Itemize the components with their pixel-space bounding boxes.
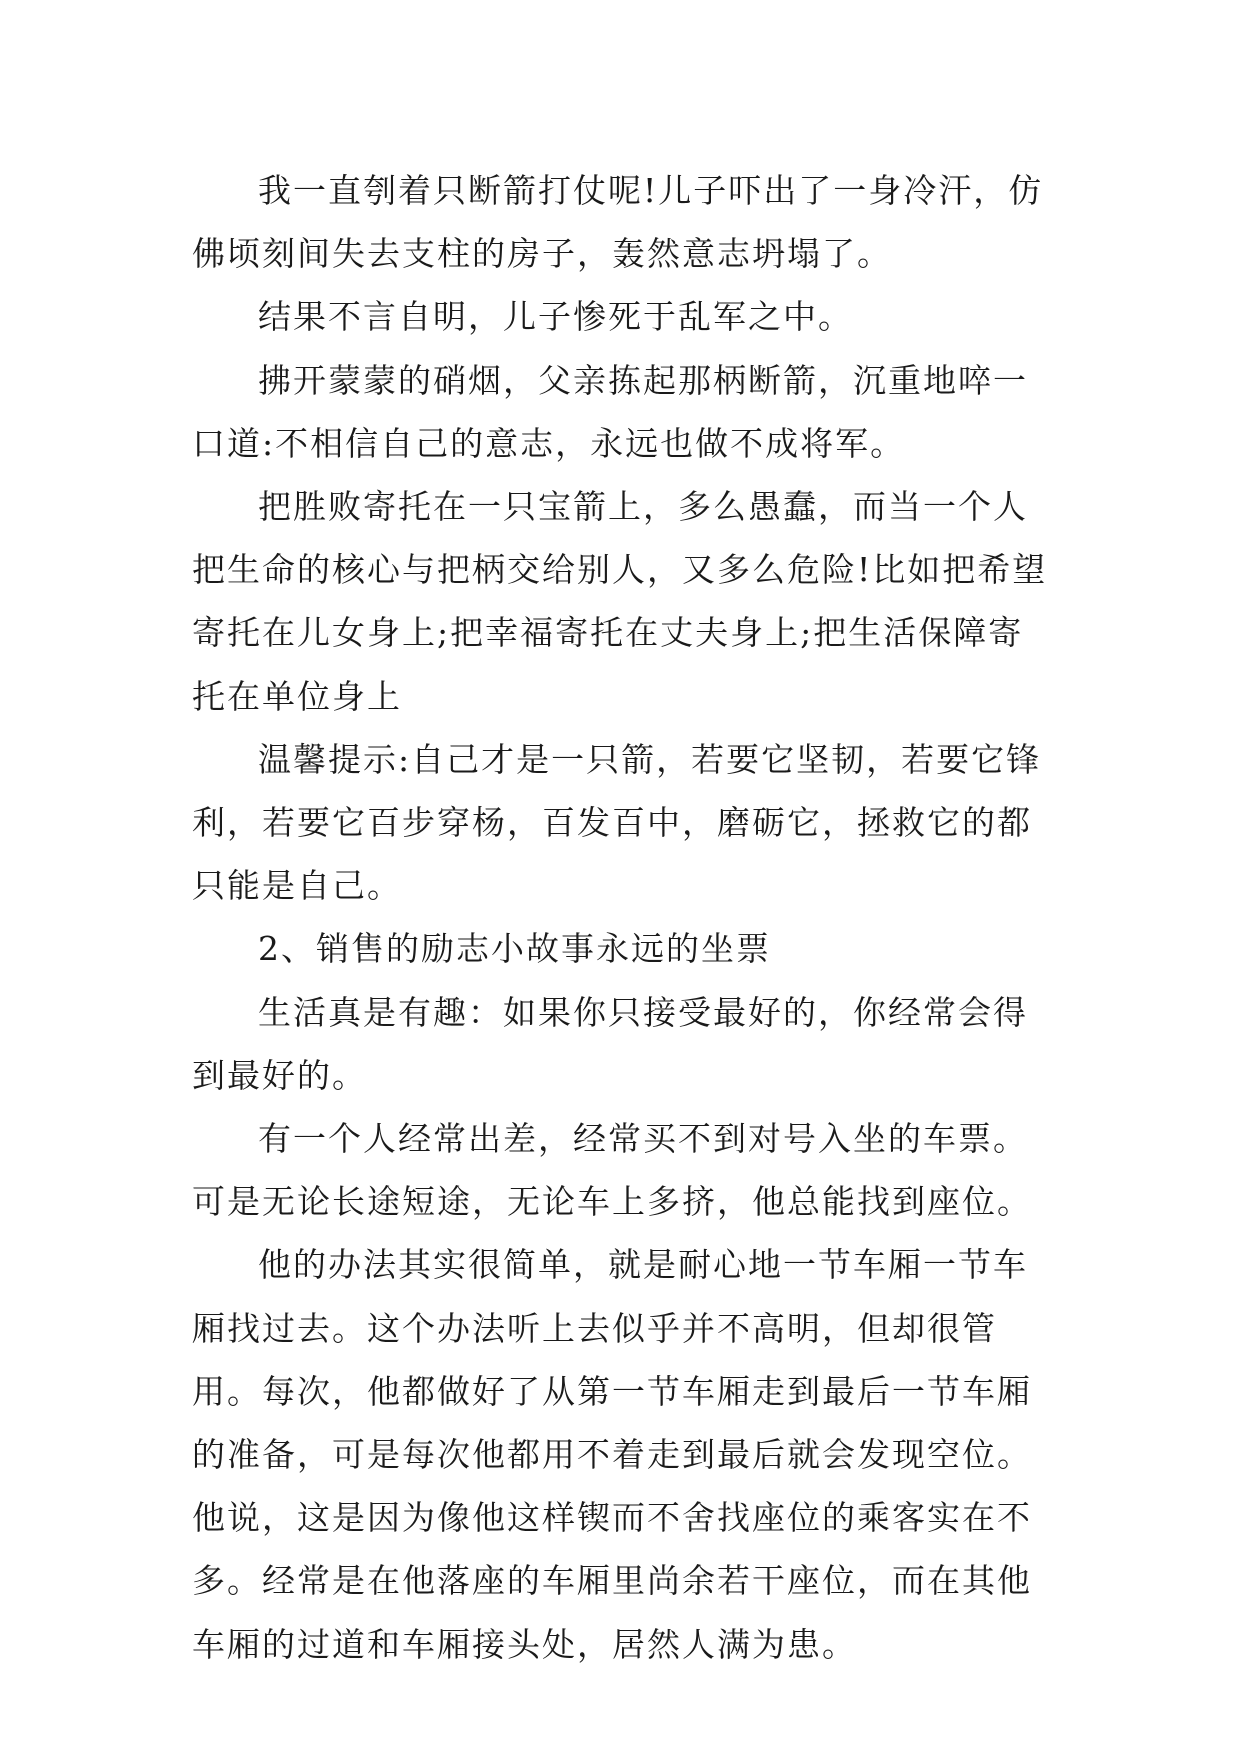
paragraph: 结果不言自明，儿子惨死于乱军之中。 — [258, 297, 853, 337]
paragraph: 把胜败寄托在一只宝箭上，多么愚蠢，而当一个人把生命的核心与把柄交给别人，又多么危险!比如把希望寄托在儿女身上;把幸福寄托在丈夫身上;把生活保障寄托在单位身上 — [192, 487, 1048, 716]
paragraph: 我一直刳着只断箭打仗呢!儿子吓出了一身冷汗，仿佛顷刻间失去支柱的房子，轰然意志坍塌了。 — [192, 171, 1044, 274]
paragraph: 他的办法其实很简单，就是耐心地一节车厢一节车厢找过去。这个办法听上去似乎并不高明，但却很管用。每次，他都做好了从第一节车厢走到最后一节车厢的准备，可是每次他都用不着走到最后就会发现空位。他说，这是因为像他这样锲而不舍找座位的乘客实在不多。经常是在他落座的车厢里尚余若干座位，而在其他车厢的过道和车厢接头处，居然人满为患。 — [192, 1245, 1032, 1664]
paragraph: 有一个人经常出差，经常买不到对号入坐的车票。可是无论长途短途，无论车上多挤，他总能找到座位。 — [192, 1119, 1032, 1222]
paragraph: 拂开蒙蒙的硝烟，父亲拣起那柄断箭，沉重地啐一口道:不相信自己的意志，永远也做不成将军。 — [192, 360, 1028, 463]
section-heading: 2、销售的励志小故事永远的坐票 — [258, 929, 771, 969]
paragraph: 生活真是有趣：如果你只接受最好的，你经常会得到最好的。 — [192, 992, 1028, 1095]
document-body — [192, 159, 1052, 1676]
paragraph: 温馨提示:自己才是一只箭，若要它坚韧，若要它锋利，若要它百步穿杨，百发百中，磨砺它，拯救它的都只能是自己。 — [192, 739, 1042, 906]
